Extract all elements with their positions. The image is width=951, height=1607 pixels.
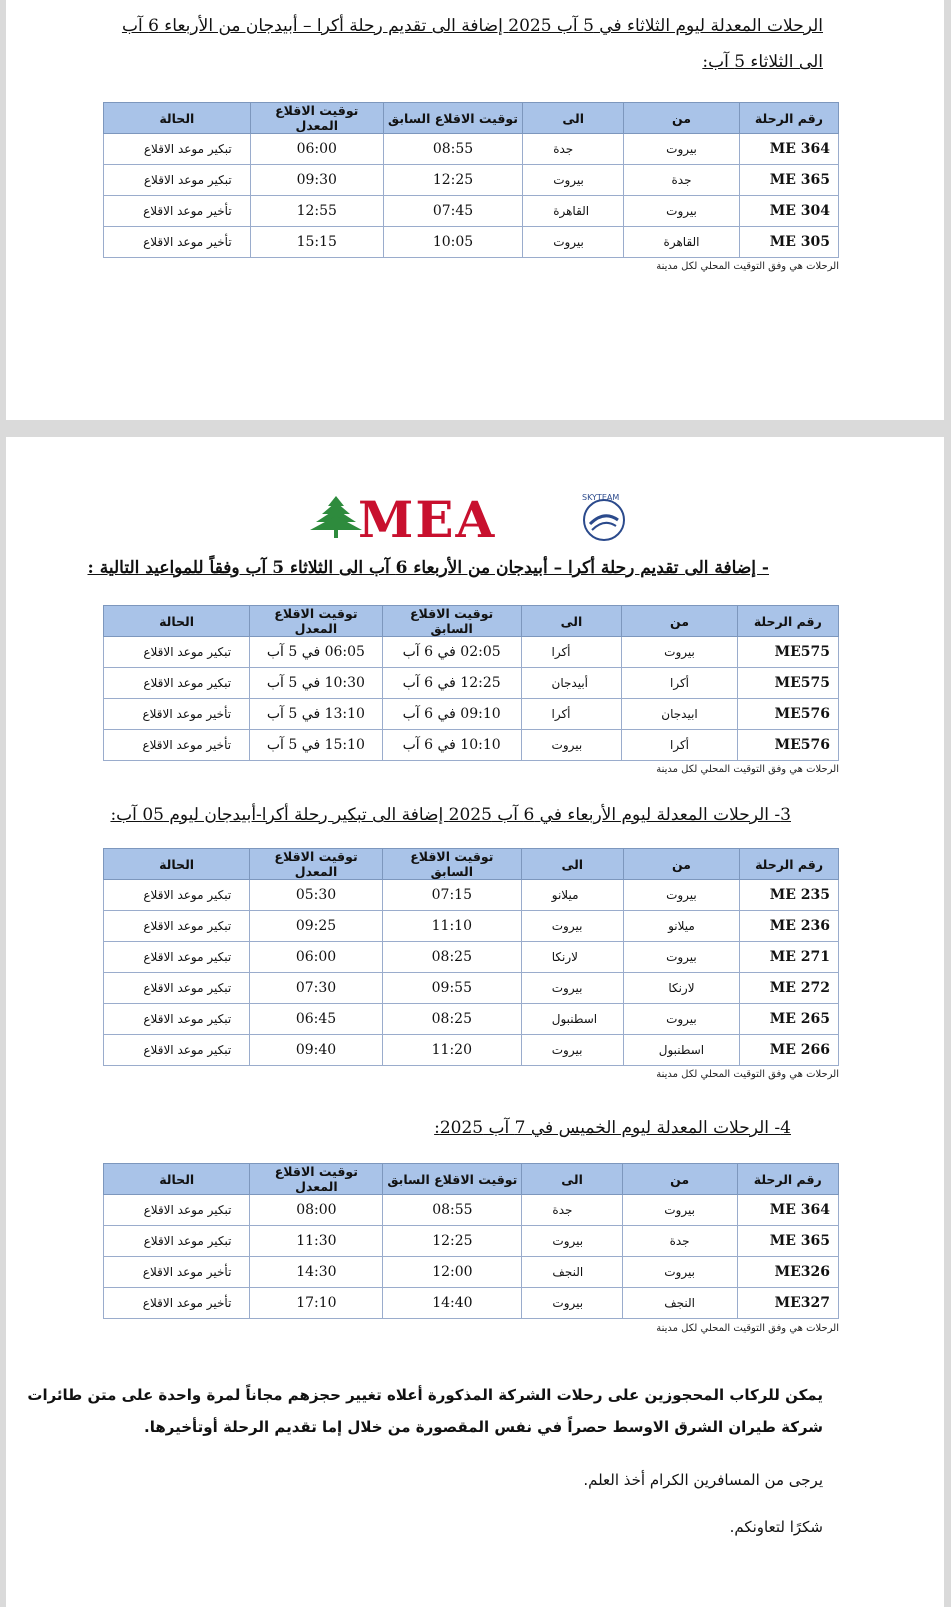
cell-destination: بيروت [521, 730, 622, 761]
cell-origin: ميلانو [623, 911, 739, 942]
cell-destination: أكرا [521, 637, 622, 668]
column-header-origin: من [623, 849, 739, 880]
cell-flight-number: ME 365 [737, 1226, 839, 1257]
cell-previous-departure: 10:10 في 6 آب [382, 730, 521, 761]
table-row [104, 165, 839, 196]
cell-previous-departure: 09:55 [382, 973, 521, 1004]
cell-revised-departure: 05:30 [250, 880, 383, 911]
table-row [104, 699, 839, 730]
cell-revised-departure: 08:00 [250, 1195, 383, 1226]
table-row [104, 1035, 839, 1066]
cell-previous-departure: 12:25 في 6 آب [382, 668, 521, 699]
cell-previous-departure: 12:25 [383, 165, 522, 196]
cell-destination: اسطنبول [521, 1004, 623, 1035]
cell-revised-departure: 09:40 [250, 1035, 383, 1066]
cell-destination: النجف [522, 1257, 622, 1288]
column-header-revised-departure: توقيت الاقلاع المعدل [250, 849, 383, 880]
cell-status: تأخير موعد الاقلاع [104, 730, 250, 761]
table-row [104, 973, 839, 1004]
table-row [104, 134, 839, 165]
cell-origin: النجف [622, 1288, 737, 1319]
cell-previous-departure: 07:15 [382, 880, 521, 911]
cell-flight-number: ME 266 [740, 1035, 839, 1066]
column-header-origin: من [622, 606, 737, 637]
cell-origin: اسطنبول [623, 1035, 739, 1066]
footer-rebooking-line2: شركة طيران الشرق الاوسط حصراً في نفس المقصورة من خلال إما تقديم الرحلة أوتأخيرها. [144, 1418, 823, 1436]
cell-previous-departure: 02:05 في 6 آب [382, 637, 521, 668]
cell-revised-departure: 10:30 في 5 آب [250, 668, 383, 699]
column-header-status: الحالة [104, 103, 251, 134]
section1-title-line1: الرحلات المعدلة ليوم الثلاثاء في 5 آب 2025 إضافة الى تقديم رحلة أكرا – أبيدجان من الأربعاء 6 آب [121, 16, 823, 36]
cell-origin: بيروت [623, 942, 739, 973]
cell-flight-number: ME575 [737, 668, 838, 699]
cell-flight-number: ME 271 [740, 942, 839, 973]
cell-flight-number: ME575 [737, 637, 838, 668]
cell-destination: أكرا [521, 699, 622, 730]
cell-destination: جدة [522, 1195, 622, 1226]
cell-status: تبكير موعد الاقلاع [104, 911, 250, 942]
cell-destination: بيروت [522, 1288, 622, 1319]
cell-status: تأخير موعد الاقلاع [104, 1257, 250, 1288]
cell-previous-departure: 11:20 [382, 1035, 521, 1066]
column-header-status: الحالة [104, 606, 250, 637]
footer-notice: يرجى من المسافرين الكرام أخذ العلم. [583, 1471, 823, 1489]
cell-flight-number: ME 272 [740, 973, 839, 1004]
section2-title: - إضافة الى تقديم رحلة أكرا – أبيدجان من الأربعاء 6 آب الى الثلاثاء 5 آب وفقاً للمواعيد التالية : [87, 558, 769, 578]
column-header-previous-departure: توقيت الاقلاع السابق [383, 1164, 522, 1195]
footer-rebooking-line1: يمكن للركاب المحجوزين على رحلات الشركة المذكورة أعلاه تغيير حجزهم مجاناً لمرة واحدة على متن طائرات [27, 1386, 823, 1404]
cell-status: تبكير موعد الاقلاع [104, 1004, 250, 1035]
cell-revised-departure: 06:00 [250, 134, 383, 165]
cell-revised-departure: 11:30 [250, 1226, 383, 1257]
cell-status: تبكير موعد الاقلاع [104, 942, 250, 973]
section4-flight-table [103, 1163, 839, 1319]
cell-status: تبكير موعد الاقلاع [104, 134, 251, 165]
cell-destination: جدة [523, 134, 624, 165]
cell-origin: القاهرة [624, 227, 740, 258]
cell-destination: بيروت [523, 165, 624, 196]
column-header-origin: من [622, 1164, 737, 1195]
cell-previous-departure: 07:45 [383, 196, 522, 227]
cell-origin: لارنكا [623, 973, 739, 1004]
table-row [104, 880, 839, 911]
table-row [104, 942, 839, 973]
cell-previous-departure: 11:10 [382, 911, 521, 942]
column-header-destination: الى [523, 103, 624, 134]
cell-origin: أكرا [622, 730, 737, 761]
mea-logo-text: MEA [358, 490, 497, 549]
cell-previous-departure: 12:25 [383, 1226, 522, 1257]
cell-flight-number: ME 364 [737, 1195, 839, 1226]
cell-origin: بيروت [624, 196, 740, 227]
section4-title: 4- الرحلات المعدلة ليوم الخميس في 7 آب 2025: [434, 1118, 791, 1138]
mea-logo [306, 490, 636, 550]
column-header-origin: من [624, 103, 740, 134]
cell-previous-departure: 09:10 في 6 آب [382, 699, 521, 730]
cell-previous-departure: 14:40 [383, 1288, 522, 1319]
cell-flight-number: ME576 [737, 730, 838, 761]
cell-origin: بيروت [622, 1257, 737, 1288]
section1-flight-table [103, 102, 839, 258]
cedar-icon [306, 494, 366, 544]
cell-previous-departure: 08:25 [382, 1004, 521, 1035]
cell-status: تبكير موعد الاقلاع [104, 1195, 250, 1226]
cell-destination: أبيدجان [521, 668, 622, 699]
section1-title-line2: الى الثلاثاء 5 آب: [702, 52, 823, 72]
cell-flight-number: ME 265 [740, 1004, 839, 1035]
cell-revised-departure: 14:30 [250, 1257, 383, 1288]
column-header-flight-number: رقم الرحلة [737, 606, 838, 637]
table-row [104, 1257, 839, 1288]
cell-flight-number: ME327 [737, 1288, 839, 1319]
table-row [104, 227, 839, 258]
section3-timezone-note: الرحلات هي وفق التوقيت المحلي لكل مدينة [656, 1069, 839, 1080]
cell-origin: بيروت [622, 637, 737, 668]
cell-previous-departure: 08:55 [383, 134, 522, 165]
cell-revised-departure: 15:10 في 5 آب [250, 730, 383, 761]
cell-origin: أكرا [622, 668, 737, 699]
cell-status: تأخير موعد الاقلاع [104, 196, 251, 227]
cell-origin: جدة [622, 1226, 737, 1257]
cell-origin: ابيدجان [622, 699, 737, 730]
column-header-revised-departure: توقيت الاقلاع المعدل [250, 606, 383, 637]
cell-flight-number: ME 236 [740, 911, 839, 942]
cell-status: تبكير موعد الاقلاع [104, 637, 250, 668]
column-header-flight-number: رقم الرحلة [740, 849, 839, 880]
cell-revised-departure: 09:30 [250, 165, 383, 196]
column-header-flight-number: رقم الرحلة [737, 1164, 839, 1195]
cell-destination: القاهرة [523, 196, 624, 227]
table-row [104, 668, 839, 699]
cell-origin: بيروت [623, 1004, 739, 1035]
table-row [104, 1288, 839, 1319]
table-header-row [104, 849, 839, 880]
cell-previous-departure: 08:25 [382, 942, 521, 973]
cell-previous-departure: 12:00 [383, 1257, 522, 1288]
table-header-row [104, 1164, 839, 1195]
cell-revised-departure: 06:45 [250, 1004, 383, 1035]
cell-status: تبكير موعد الاقلاع [104, 165, 251, 196]
cell-destination: بيروت [521, 911, 623, 942]
cell-origin: بيروت [623, 880, 739, 911]
table-header-row [104, 606, 839, 637]
cell-flight-number: ME 305 [739, 227, 838, 258]
cell-revised-departure: 17:10 [250, 1288, 383, 1319]
column-header-flight-number: رقم الرحلة [739, 103, 838, 134]
cell-origin: بيروت [624, 134, 740, 165]
cell-status: تبكير موعد الاقلاع [104, 1035, 250, 1066]
column-header-status: الحالة [104, 849, 250, 880]
table-row [104, 1004, 839, 1035]
cell-revised-departure: 06:05 في 5 آب [250, 637, 383, 668]
section2-timezone-note: الرحلات هي وفق التوقيت المحلي لكل مدينة [656, 764, 839, 775]
section3-flight-table [103, 848, 839, 1066]
column-header-status: الحالة [104, 1164, 250, 1195]
cell-flight-number: ME326 [737, 1257, 839, 1288]
cell-status: تبكير موعد الاقلاع [104, 880, 250, 911]
cell-destination: ميلانو [521, 880, 623, 911]
column-header-revised-departure: توقيت الاقلاع المعدل [250, 1164, 383, 1195]
section4-timezone-note: الرحلات هي وفق التوقيت المحلي لكل مدينة [656, 1323, 839, 1334]
table-row [104, 911, 839, 942]
cell-flight-number: ME 365 [739, 165, 838, 196]
table-row [104, 196, 839, 227]
cell-status: تأخير موعد الاقلاع [104, 1288, 250, 1319]
cell-revised-departure: 09:25 [250, 911, 383, 942]
column-header-previous-departure: توقيت الاقلاع السابق [383, 103, 522, 134]
table-row [104, 637, 839, 668]
table-header-row [104, 103, 839, 134]
cell-origin: بيروت [622, 1195, 737, 1226]
cell-status: تأخير موعد الاقلاع [104, 227, 251, 258]
cell-revised-departure: 06:00 [250, 942, 383, 973]
cell-destination: بيروت [521, 973, 623, 1004]
column-header-previous-departure: توقيت الاقلاع السابق [382, 606, 521, 637]
cell-flight-number: ME576 [737, 699, 838, 730]
skyteam-label: SKYTEAM [582, 493, 620, 502]
cell-status: تبكير موعد الاقلاع [104, 973, 250, 1004]
cell-destination: بيروت [523, 227, 624, 258]
cell-revised-departure: 07:30 [250, 973, 383, 1004]
table-row [104, 1195, 839, 1226]
cell-status: تأخير موعد الاقلاع [104, 699, 250, 730]
column-header-revised-departure: توقيت الاقلاع المعدل [250, 103, 383, 134]
cell-flight-number: ME 304 [739, 196, 838, 227]
cell-revised-departure: 13:10 في 5 آب [250, 699, 383, 730]
cell-revised-departure: 12:55 [250, 196, 383, 227]
section3-title: 3- الرحلات المعدلة ليوم الأربعاء في 6 آب 2025 إضافة الى تبكير رحلة أكرا-أبيدجان ليوم 05 آب: [110, 805, 791, 825]
cell-previous-departure: 10:05 [383, 227, 522, 258]
column-header-destination: الى [521, 849, 623, 880]
cell-origin: جدة [624, 165, 740, 196]
section2-flight-table [103, 605, 839, 761]
column-header-destination: الى [521, 606, 622, 637]
column-header-previous-departure: توقيت الاقلاع السابق [382, 849, 521, 880]
cell-status: تبكير موعد الاقلاع [104, 668, 250, 699]
cell-destination: بيروت [522, 1226, 622, 1257]
cell-revised-departure: 15:15 [250, 227, 383, 258]
table-row [104, 730, 839, 761]
cell-status: تبكير موعد الاقلاع [104, 1226, 250, 1257]
column-header-destination: الى [522, 1164, 622, 1195]
section1-timezone-note: الرحلات هي وفق التوقيت المحلي لكل مدينة [656, 261, 839, 272]
cell-destination: بيروت [521, 1035, 623, 1066]
table-row [104, 1226, 839, 1257]
cell-flight-number: ME 364 [739, 134, 838, 165]
skyteam-icon [574, 490, 634, 546]
cell-flight-number: ME 235 [740, 880, 839, 911]
cell-previous-departure: 08:55 [383, 1195, 522, 1226]
cell-destination: لارنكا [521, 942, 623, 973]
footer-thanks: شكرًا لتعاونكم. [729, 1518, 823, 1536]
